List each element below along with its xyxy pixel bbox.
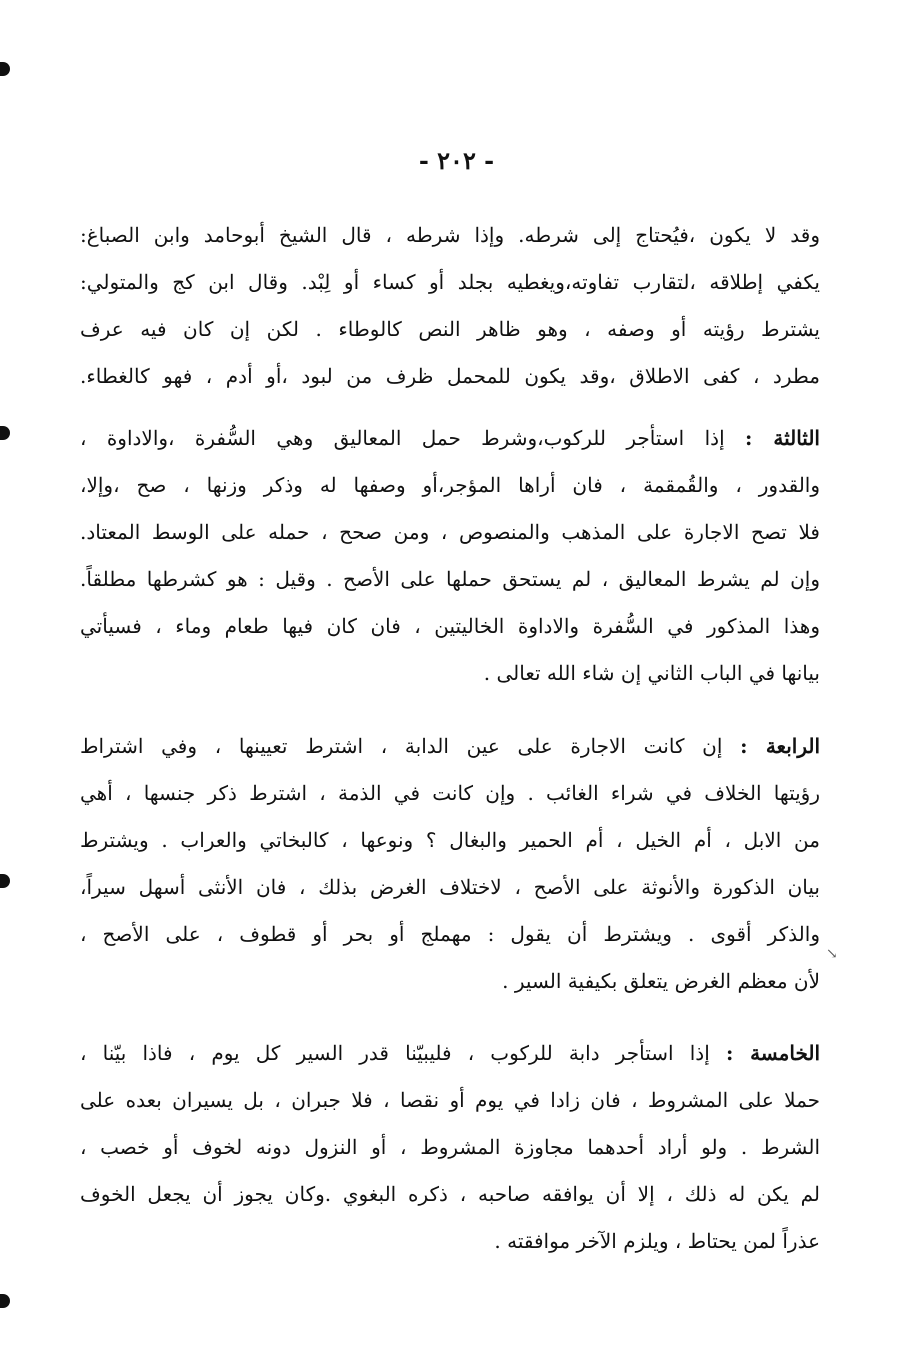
text-line: الشرط . ولو أراد أحدهما مجاوزة المشروط ، أو النزول دونه لخوف أو خصب ، [80, 1135, 820, 1159]
text-line: وهذا المذكور في السُّفرة والاداوة الخاليتين ، فان كان فيها طعام وماء ، فسيأتي [80, 614, 820, 638]
paragraph-3 [80, 723, 820, 1005]
text-line-body: إذا استأجر دابة للركوب ، فليبيّنا قدر السير كل يوم ، فاذا بيّنا ، [80, 1041, 710, 1065]
text-line: والذكر أقوى . ويشترط أن يقول : مهملج أو بحر أو قطوف ، على الأصح ، [80, 922, 820, 946]
text-line: من الابل ، أم الخيل ، أم الحمير والبغال ؟ ونوعها ، كالبخاتي والعراب . ويشترط [80, 828, 820, 852]
text-line: رؤيتها الخلاف في شراء الغائب . وإن كانت في الذمة ، اشترط ذكر جنسها ، أهي [80, 781, 820, 805]
text-line: وقد لا يكون ،فيُحتاج إلى شرطه. وإذا شرطه ، قال الشيخ أبوحامد وابن الصباغ: [80, 223, 820, 247]
paragraph-2 [80, 415, 820, 697]
text-line [80, 415, 820, 462]
text-line: والقدور ، والقُمقمة ، فان أراها المؤجر،أو وصفها له وذكر وزنها ، صح ،وإلا، [80, 473, 820, 497]
text-line [80, 1030, 820, 1077]
text-line-body: إذا استأجر للركوب،وشرط حمل المعاليق وهي السُّفرة ،والاداوة ، [80, 426, 725, 450]
page-number: - ٢٠٢ - [418, 146, 495, 175]
scan-stray-mark: ↘ [826, 946, 838, 962]
text-line: بيان الذكورة والأنوثة على الأصح ، لاختلاف الغرض بذلك ، فان الأنثى أسهل سيراً، [80, 875, 820, 899]
text-line: وإن لم يشرط المعاليق ، لم يستحق حملها على الأصح . وقيل : هو كشرطها مطلقاً. [80, 567, 820, 591]
text-line: لأن معظم الغرض يتعلق بكيفية السير . [502, 969, 820, 993]
paragraph-heading: الثالثة : [745, 426, 820, 450]
paragraph-1 [80, 212, 820, 400]
scan-edge-mark [0, 62, 10, 76]
text-line [80, 723, 820, 770]
text-line: يكفي إطلاقه ،لتقارب تفاوته،ويغطيه بجلد أو كساء أو لِبْد. وقال ابن كج والمتولي: [80, 270, 820, 294]
paragraph-heading: الرابعة : [740, 734, 821, 758]
text-line: لم يكن له ذلك ، إلا أن يوافقه صاحبه ، ذكره البغوي .وكان يجوز أن يجعل الخوف [80, 1182, 820, 1206]
text-line: حملا على المشروط ، فان زادا في يوم أو نقصا ، فلا جبران ، بل يسيران بعده على [80, 1088, 820, 1112]
text-line: عذراً لمن يحتاط ، ويلزم الآخر موافقته . [494, 1229, 820, 1253]
scan-edge-mark [0, 1294, 10, 1308]
paragraph-4 [80, 1030, 820, 1265]
paragraph-heading: الخامسة : [725, 1041, 821, 1065]
text-line-body: إن كانت الاجارة على عين الدابة ، اشترط تعيينها ، وفي اشتراط [80, 734, 723, 758]
text-line: يشترط رؤيته أو وصفه ، وهو ظاهر النص كالوطاء . لكن إن كان فيه عرف [80, 317, 820, 341]
text-line: فلا تصح الاجارة على المذهب والمنصوص ، ومن صحح ، حمله على الوسط المعتاد. [80, 520, 820, 544]
text-line: بيانها في الباب الثاني إن شاء الله تعالى . [483, 661, 820, 685]
text-line: مطرد ، كفى الاطلاق ،وقد يكون للمحمل ظرف من لبود ،أو أدم ، فهو كالغطاء. [80, 364, 820, 388]
scan-edge-mark [0, 426, 10, 440]
scan-edge-mark [0, 874, 10, 888]
